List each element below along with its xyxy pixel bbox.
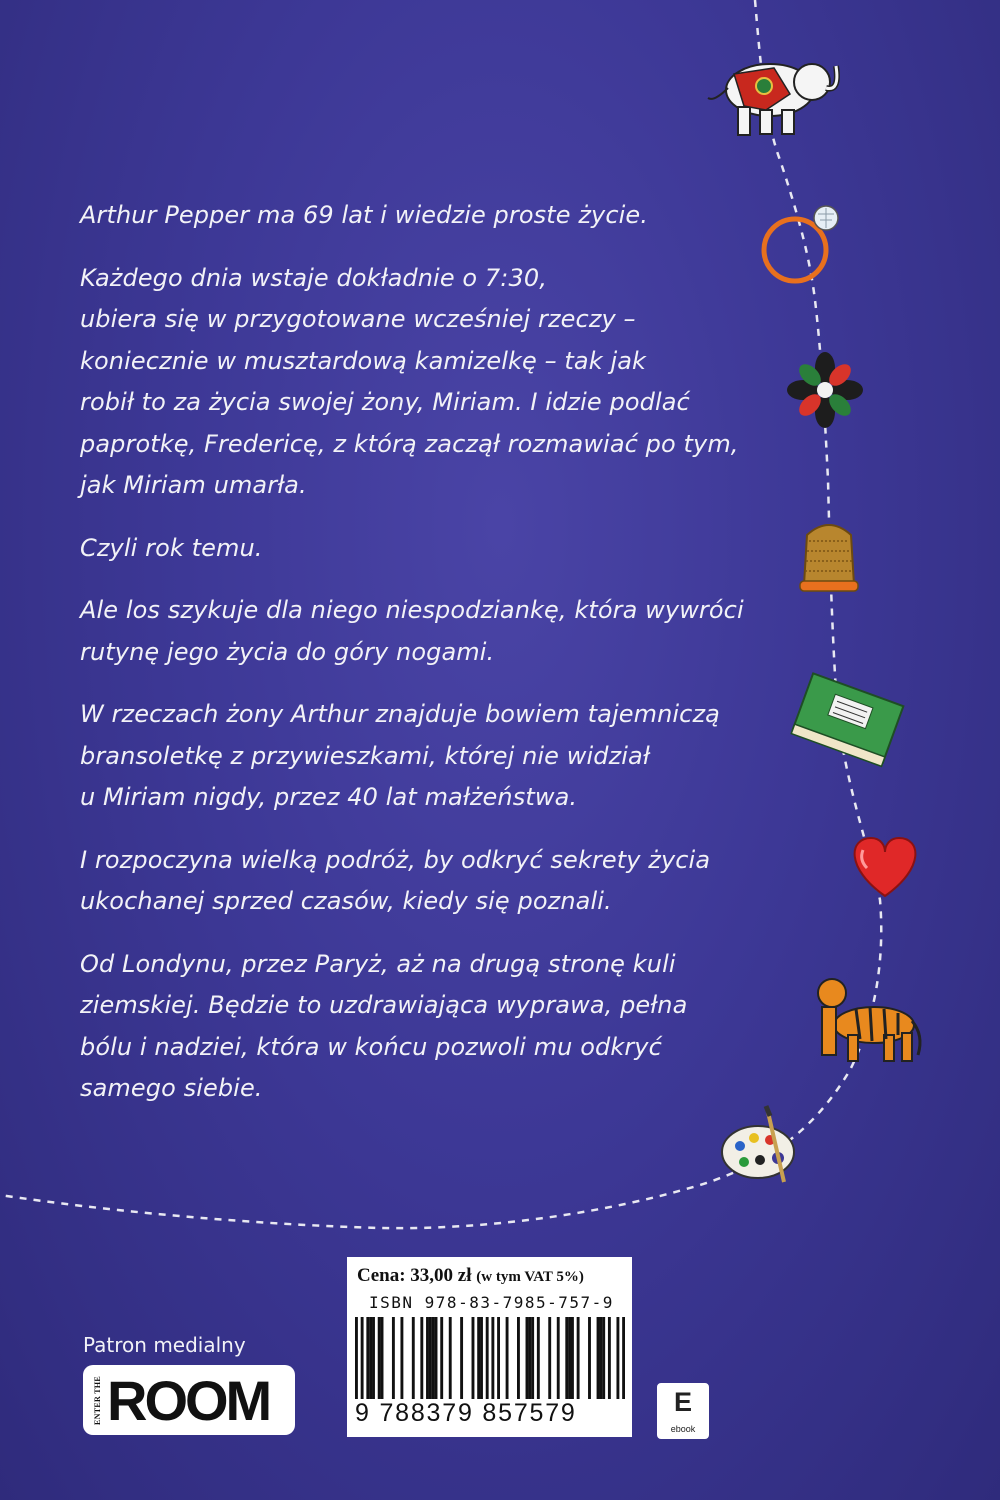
- barcode-bar: [449, 1317, 452, 1399]
- blurb-line: samego siebie.: [80, 1074, 263, 1102]
- barcode-bar: [526, 1317, 529, 1399]
- blurb-line: W rzeczach żony Arthur znajduje bowiem tajemniczą: [80, 700, 720, 728]
- media-patron-label: Patron medialny: [83, 1333, 246, 1357]
- barcode-bar: [608, 1317, 611, 1399]
- barcode-bar: [432, 1317, 435, 1399]
- blurb-line: I rozpoczyna wielką podróż, by odkryć sekrety życia: [80, 845, 711, 874]
- thimble-charm: [800, 525, 858, 591]
- vat-note: (w tym VAT 5%): [476, 1269, 584, 1285]
- barcode-bar: [429, 1317, 432, 1399]
- barcode-bar: [557, 1317, 560, 1399]
- barcode-bar: [361, 1317, 364, 1399]
- barcode-bar: [412, 1317, 415, 1399]
- blurb-line: rutynę jego życia do góry nogami.: [80, 637, 495, 666]
- blurb-line: koniecznie w musztardową kamizelkę – tak jak: [80, 346, 647, 375]
- blurb-line: Arthur Pepper ma 69 lat i wiedzie proste życie.: [80, 201, 648, 229]
- blurb-line: Ale los szykuje dla niego niespodziankę, która wywróci: [80, 596, 744, 624]
- barcode-bar: [568, 1317, 571, 1399]
- logo-prefix: ENTER THE: [93, 1375, 102, 1425]
- elephant-charm: [708, 64, 837, 135]
- blurb-line: ukochanej sprzed czasów, kiedy się poznali.: [80, 887, 612, 915]
- blurb-paragraph: [80, 258, 800, 507]
- barcode-bar: [392, 1317, 395, 1399]
- logo-word: ROOM: [107, 1369, 270, 1432]
- blurb-line: Od Londynu, przez Paryż, aż na drugą stronę kuli: [80, 949, 676, 978]
- barcode-bar: [426, 1317, 429, 1399]
- blurb-line: bransoletkę z przywieszkami, której nie widział: [80, 741, 650, 770]
- blurb-line: Każdego dnia wstaje dokładnie o 7:30,: [80, 263, 547, 292]
- blurb-line: jak Miriam umarła.: [80, 471, 307, 499]
- enter-the-room-logo: [83, 1365, 295, 1435]
- blurb-paragraph: [80, 944, 800, 1110]
- barcode-bar: [420, 1317, 423, 1399]
- barcode-bar: [531, 1317, 534, 1399]
- barcode-bar: [381, 1317, 384, 1399]
- barcode-bar: [528, 1317, 531, 1399]
- barcode-bar: [435, 1317, 438, 1399]
- ebook-badge: [657, 1383, 709, 1439]
- barcode-bar: [355, 1317, 358, 1399]
- barcode-digits: 9 788379 857579: [355, 1399, 577, 1427]
- barcode-bar: [460, 1317, 463, 1399]
- price-value: Cena: 33,00 zł: [357, 1265, 472, 1286]
- blurb-paragraph: [80, 195, 800, 237]
- barcode-bar: [577, 1317, 580, 1399]
- blurb-paragraph: [80, 528, 800, 570]
- barcode-bar: [548, 1317, 551, 1399]
- blurb-line: u Miriam nigdy, przez 40 lat małżeństwa.: [80, 783, 578, 811]
- barcode-bar: [372, 1317, 375, 1399]
- blurb-paragraph: [80, 840, 800, 923]
- ebook-badge-letter: E: [673, 1387, 692, 1417]
- barcode-bar: [497, 1317, 500, 1399]
- barcode-bar: [378, 1317, 381, 1399]
- ebook-badge-label: ebook: [670, 1424, 696, 1434]
- barcode-bar: [616, 1317, 619, 1399]
- blurb-line: Czyli rok temu.: [80, 533, 263, 562]
- barcode-bar: [480, 1317, 483, 1399]
- blurb-text: [80, 195, 800, 1131]
- barcode-bar: [588, 1317, 591, 1399]
- barcode-bar: [517, 1317, 520, 1399]
- barcode-bar: [622, 1317, 625, 1399]
- tiger-charm: [818, 979, 920, 1061]
- blurb-line: paprotkę, Fredericę, z którą zaczął rozmawiać po tym,: [80, 429, 739, 458]
- blurb-line: ubiera się w przygotowane wcześniej rzeczy –: [80, 305, 636, 333]
- barcode-bar: [571, 1317, 574, 1399]
- price-label: [357, 1265, 584, 1287]
- isbn-barcode: [355, 1317, 625, 1399]
- barcode-bar: [602, 1317, 605, 1399]
- barcode-bar: [369, 1317, 372, 1399]
- barcode-bar: [537, 1317, 540, 1399]
- blurb-line: bólu i nadziei, która w końcu pozwoli mu odkryć: [80, 1032, 662, 1061]
- blurb-line: ziemskiej. Będzie to uzdrawiająca wyprawa, pełna: [80, 991, 688, 1019]
- barcode-bar: [565, 1317, 568, 1399]
- barcode-bar: [440, 1317, 443, 1399]
- blurb-line: robił to za życia swojej żony, Miriam. I idzie podlać: [80, 388, 690, 416]
- book-charm: [791, 673, 903, 766]
- barcode-bar: [506, 1317, 509, 1399]
- heart-charm: [855, 838, 916, 896]
- barcode-bar: [472, 1317, 475, 1399]
- price-barcode-box: [347, 1257, 632, 1437]
- barcode-bar: [486, 1317, 489, 1399]
- barcode-bar: [599, 1317, 602, 1399]
- barcode-bar: [491, 1317, 494, 1399]
- barcode-bar: [597, 1317, 600, 1399]
- barcode-bar: [477, 1317, 480, 1399]
- blurb-paragraph: [80, 590, 800, 673]
- blurb-paragraph: [80, 694, 800, 819]
- barcode-bar: [400, 1317, 403, 1399]
- isbn-text: ISBN 978-83-7985-757-9: [369, 1293, 614, 1312]
- barcode-bar: [366, 1317, 369, 1399]
